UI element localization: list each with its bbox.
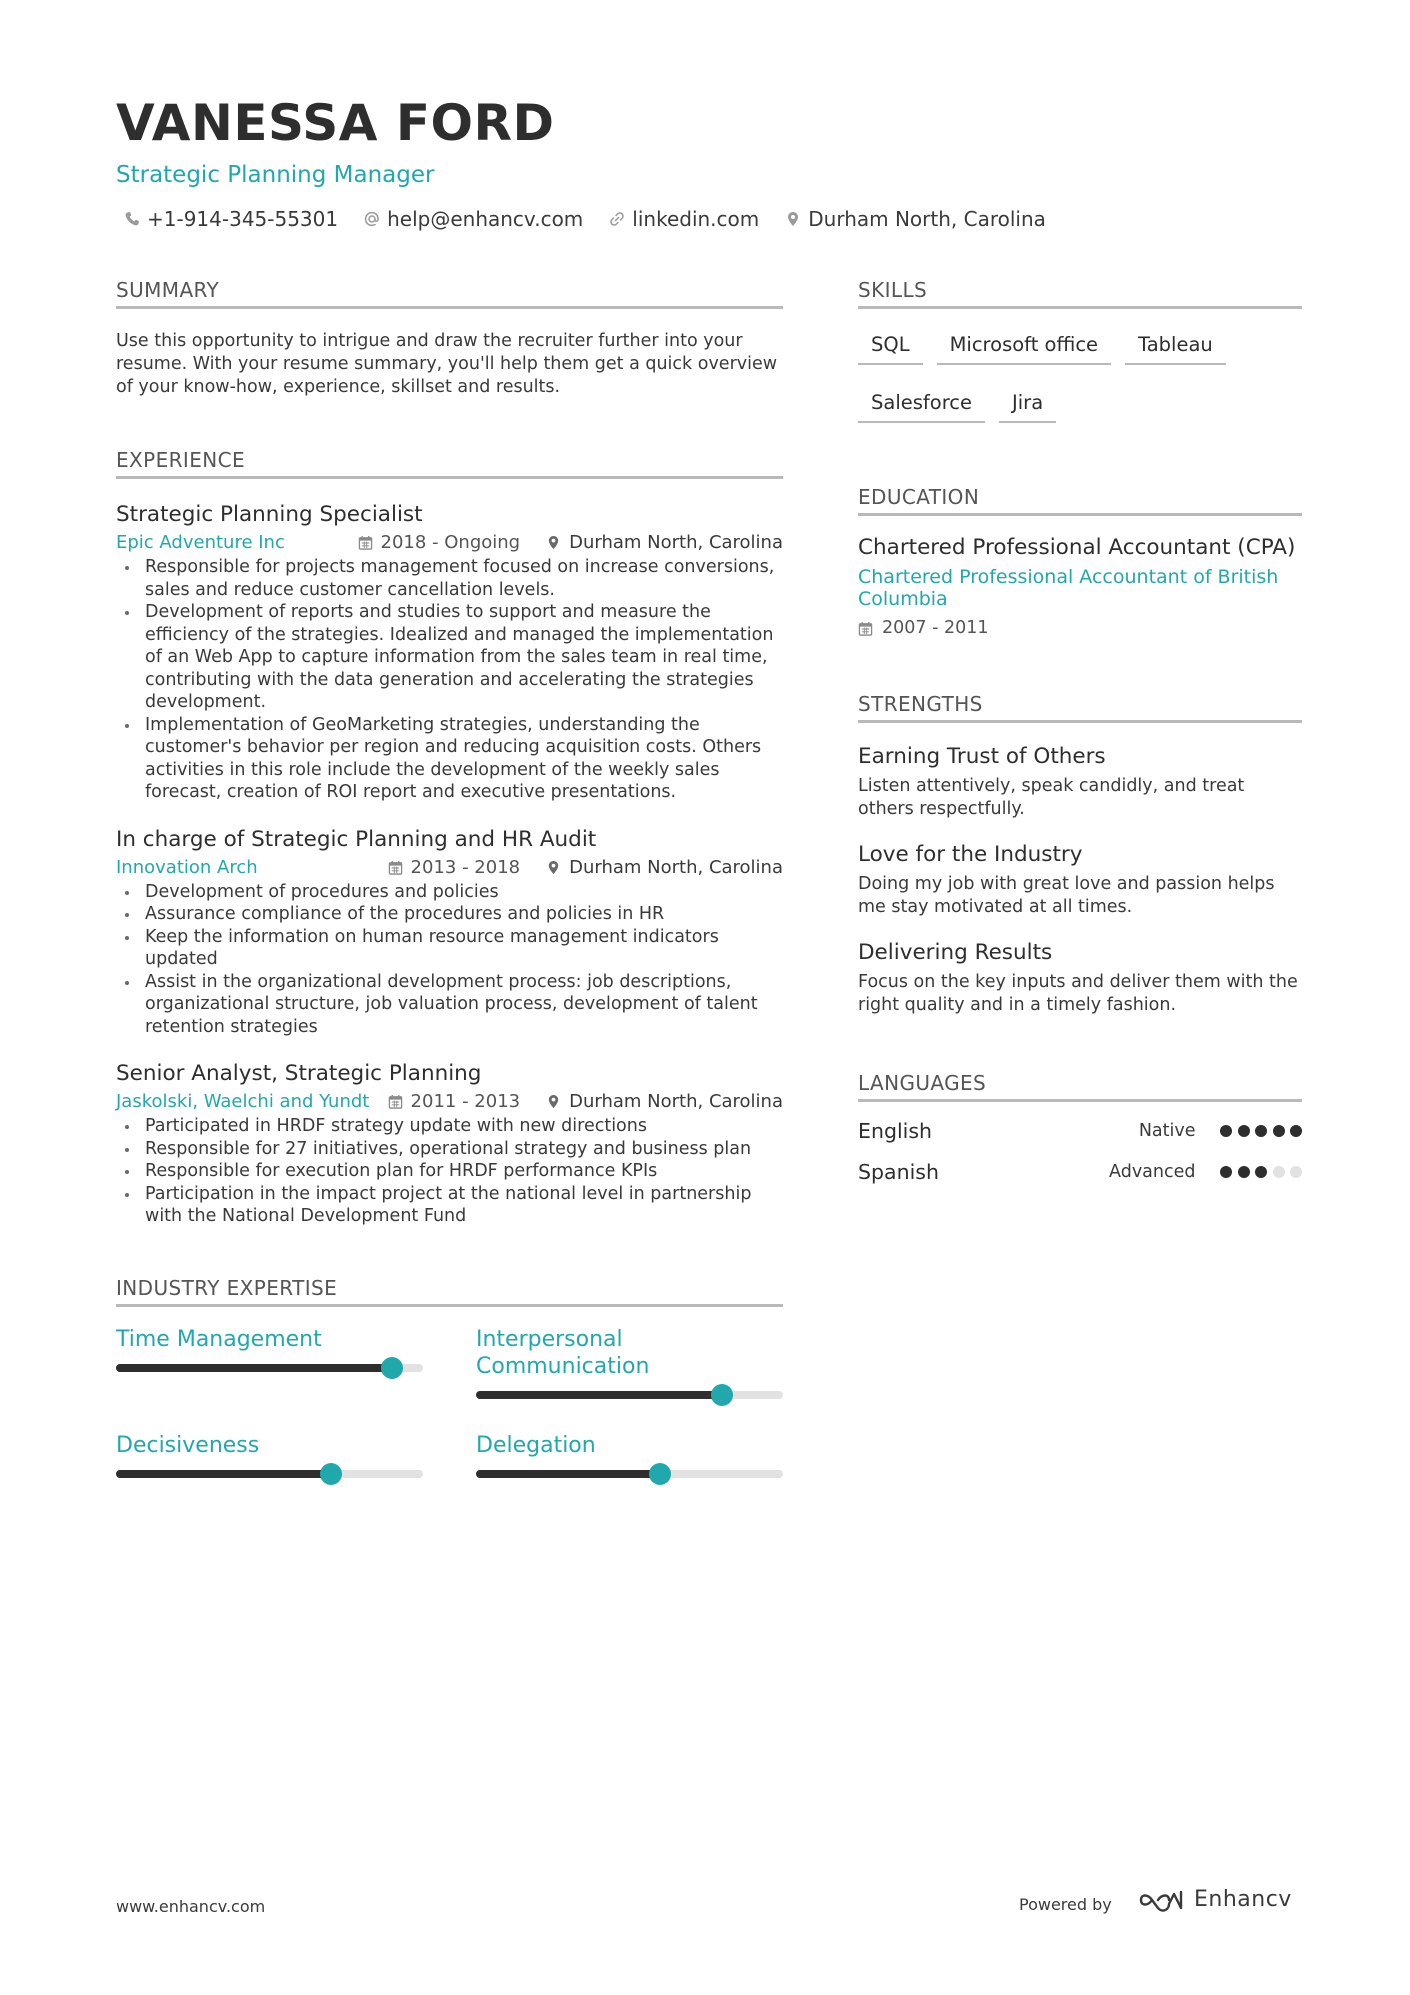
- calendar-icon: [388, 1094, 403, 1109]
- education-degree: Chartered Professional Accountant (CPA): [858, 535, 1296, 560]
- contact-bar: [124, 207, 1072, 231]
- job-company: Innovation Arch: [116, 856, 258, 878]
- strength-title: Earning Trust of Others: [858, 744, 1106, 769]
- contact-linkedin[interactable]: [609, 207, 759, 231]
- proficiency-dot: [1273, 1166, 1285, 1178]
- strength-item: [858, 842, 1302, 919]
- proficiency-dot: [1255, 1125, 1267, 1137]
- job-location: [546, 857, 783, 878]
- job-bullet: Responsible for execution plan for HRDF performance KPIs: [116, 1160, 783, 1183]
- skills-list: [858, 329, 1302, 445]
- strength-title: Love for the Industry: [858, 842, 1083, 867]
- expertise-item: [116, 1326, 423, 1399]
- skill-tag: Microsoft office: [937, 329, 1111, 365]
- job-meta: [116, 1091, 783, 1112]
- expertise-label: Decisiveness: [116, 1432, 260, 1458]
- industry-expertise-heading: INDUSTRY EXPERTISE: [116, 1276, 783, 1307]
- proficiency-dot: [1238, 1166, 1250, 1178]
- proficiency-dot: [1273, 1125, 1285, 1137]
- phone-icon: [124, 211, 140, 227]
- strength-description: Listen attentively, speak candidly, and treat others respectfully.: [858, 776, 1245, 819]
- job-meta: [116, 857, 783, 878]
- calendar-icon: [388, 860, 403, 875]
- education-dates: [858, 618, 1302, 638]
- skill-tag: Salesforce: [858, 387, 985, 423]
- brand-logo[interactable]: [1138, 1887, 1292, 1912]
- industry-expertise-section: [116, 1276, 783, 1511]
- language-dots: [1215, 1125, 1303, 1137]
- expertise-item: [476, 1432, 783, 1478]
- expertise-slider: [476, 1391, 783, 1399]
- summary-section: [116, 278, 783, 399]
- contact-location-text: Durham North, Carolina: [808, 207, 1046, 231]
- job-location-text: Durham North, Carolina: [569, 532, 783, 553]
- job-dates: [358, 532, 521, 553]
- contact-location: [785, 207, 1046, 231]
- experience-section: [116, 448, 783, 1228]
- skill-tag: Tableau: [1125, 329, 1226, 365]
- education-section: [858, 485, 1302, 638]
- job-bullet: Responsible for projects management focused on increase conversions, sales and reduce customer cancellation levels.: [116, 556, 783, 601]
- proficiency-dot: [1255, 1166, 1267, 1178]
- left-column: [116, 278, 783, 1511]
- skills-heading: SKILLS: [858, 278, 1302, 309]
- job-title: Senior Analyst, Strategic Planning: [116, 1061, 482, 1086]
- language-level: Native: [1138, 1121, 1196, 1141]
- proficiency-dot: [1238, 1125, 1250, 1137]
- job-dates-text: 2013 - 2018: [410, 856, 521, 878]
- job-bullet: Assist in the organizational development process: job descriptions, organizational structure, job valuation process, development of talent retention strategies: [116, 971, 783, 1039]
- strengths-section: [858, 692, 1302, 1017]
- industry-expertise-grid: [116, 1326, 783, 1511]
- location-pin-icon: [546, 860, 561, 875]
- proficiency-dot: [1220, 1125, 1232, 1137]
- strengths-heading: STRENGTHS: [858, 692, 1302, 723]
- job-location-text: Durham North, Carolina: [569, 1091, 783, 1112]
- skill-tag: SQL: [858, 329, 923, 365]
- expertise-slider: [476, 1470, 783, 1478]
- job-entry: [116, 501, 783, 804]
- job-bullets: [116, 881, 783, 1039]
- job-bullet: Development of procedures and policies: [116, 881, 783, 904]
- contact-linkedin-text: linkedin.com: [632, 207, 760, 231]
- skill-tag: Jira: [999, 387, 1056, 423]
- summary-heading: SUMMARY: [116, 278, 783, 309]
- strength-description: Doing my job with great love and passion helps me stay motivated at all times.: [858, 874, 1275, 917]
- skills-section: [858, 278, 1302, 445]
- job-dates: [388, 857, 521, 878]
- slider-fill: [116, 1470, 331, 1478]
- contact-phone-text: +1-914-345-55301: [147, 207, 339, 231]
- footer-url[interactable]: www.enhancv.com: [116, 1897, 266, 1916]
- language-name: English: [858, 1119, 933, 1143]
- expertise-label: Time Management: [116, 1326, 322, 1352]
- job-bullet: Implementation of GeoMarketing strategies, understanding the customer's behavior per region and reducing acquisition costs. Others activities in this role include the development of the weekly sales forecast, creation of ROI report and executive presentations.: [116, 714, 783, 804]
- location-pin-icon: [546, 535, 561, 550]
- languages-heading: LANGUAGES: [858, 1071, 1302, 1102]
- education-dates-text: 2007 - 2011: [882, 618, 989, 638]
- powered-by-label: Powered by: [1019, 1895, 1112, 1914]
- proficiency-dot: [1290, 1125, 1302, 1137]
- calendar-icon: [858, 621, 873, 636]
- slider-fill: [476, 1391, 722, 1399]
- language-dots: [1215, 1166, 1303, 1178]
- job-bullet: Participated in HRDF strategy update with new directions: [116, 1115, 783, 1138]
- proficiency-dot: [1220, 1166, 1232, 1178]
- slider-fill: [476, 1470, 660, 1478]
- language-level: Advanced: [1109, 1162, 1196, 1182]
- location-pin-icon: [785, 211, 801, 227]
- candidate-role: Strategic Planning Manager: [116, 162, 435, 188]
- at-icon: [364, 211, 380, 227]
- job-title: Strategic Planning Specialist: [116, 502, 423, 527]
- brand-name: Enhancv: [1194, 1887, 1292, 1912]
- link-icon: [609, 211, 625, 227]
- candidate-name: VANESSA FORD: [116, 94, 555, 152]
- education-heading: EDUCATION: [858, 485, 1302, 516]
- summary-text: Use this opportunity to intrigue and draw the recruiter further into your resume. With your resume summary, you'll help them get a quick overview of your know-how, experience, skillset and results.: [116, 331, 778, 397]
- slider-knob: [649, 1463, 671, 1485]
- right-column: [858, 278, 1302, 1184]
- expertise-slider: [116, 1470, 423, 1478]
- job-meta: [116, 532, 783, 553]
- job-location-text: Durham North, Carolina: [569, 856, 783, 878]
- job-bullet: Assurance compliance of the procedures and policies in HR: [116, 903, 783, 926]
- strength-description: Focus on the key inputs and deliver them with the right quality and in a timely fashion.: [858, 972, 1298, 1015]
- proficiency-dot: [1290, 1166, 1302, 1178]
- job-dates-text: 2018 - Ongoing: [380, 532, 521, 553]
- expertise-item: [116, 1432, 423, 1478]
- expertise-label: Interpersonal Communication: [476, 1326, 650, 1379]
- contact-phone[interactable]: [124, 207, 338, 231]
- languages-section: [858, 1071, 1302, 1184]
- slider-fill: [116, 1364, 392, 1372]
- experience-heading: EXPERIENCE: [116, 448, 783, 479]
- language-row: [858, 1119, 1302, 1143]
- job-dates-text: 2011 - 2013: [410, 1091, 521, 1112]
- strength-item: [858, 940, 1302, 1017]
- contact-email[interactable]: [364, 207, 583, 231]
- expertise-item: [476, 1326, 783, 1399]
- job-title: In charge of Strategic Planning and HR Audit: [116, 826, 597, 852]
- strength-item: [858, 744, 1302, 821]
- job-location: [546, 1091, 783, 1112]
- job-bullet: Responsible for 27 initiatives, operational strategy and business plan: [116, 1138, 783, 1161]
- location-pin-icon: [546, 1094, 561, 1109]
- job-bullet: Participation in the impact project at the national level in partnership with the National Development Fund: [116, 1183, 783, 1228]
- language-row: [858, 1160, 1302, 1184]
- job-bullet: Keep the information on human resource management indicators updated: [116, 926, 783, 971]
- job-bullet: Development of reports and studies to support and measure the efficiency of the strategies. Idealized and managed the implementation of an Web App to capture information from the sales team in real time, contributing with the data generation and accelerating the strategies development.: [116, 601, 783, 714]
- job-bullets: [116, 556, 783, 804]
- contact-email-text: help@enhancv.com: [387, 207, 584, 231]
- slider-knob: [320, 1463, 342, 1485]
- language-name: Spanish: [858, 1160, 939, 1184]
- job-bullets: [116, 1115, 783, 1228]
- expertise-label: Delegation: [476, 1432, 596, 1458]
- enhancv-logo-icon: [1138, 1888, 1184, 1912]
- job-entry: [116, 1060, 783, 1228]
- job-company: Jaskolski, Waelchi and Yundt: [116, 1091, 370, 1112]
- slider-knob: [381, 1357, 403, 1379]
- job-dates: [388, 1091, 521, 1112]
- calendar-icon: [358, 535, 373, 550]
- expertise-slider: [116, 1364, 423, 1372]
- education-school: Chartered Professional Accountant of British Columbia: [858, 566, 1279, 610]
- slider-knob: [711, 1384, 733, 1406]
- strength-title: Delivering Results: [858, 940, 1053, 965]
- job-company: Epic Adventure Inc: [116, 532, 285, 553]
- job-entry: [116, 826, 783, 1039]
- job-location: [546, 532, 783, 553]
